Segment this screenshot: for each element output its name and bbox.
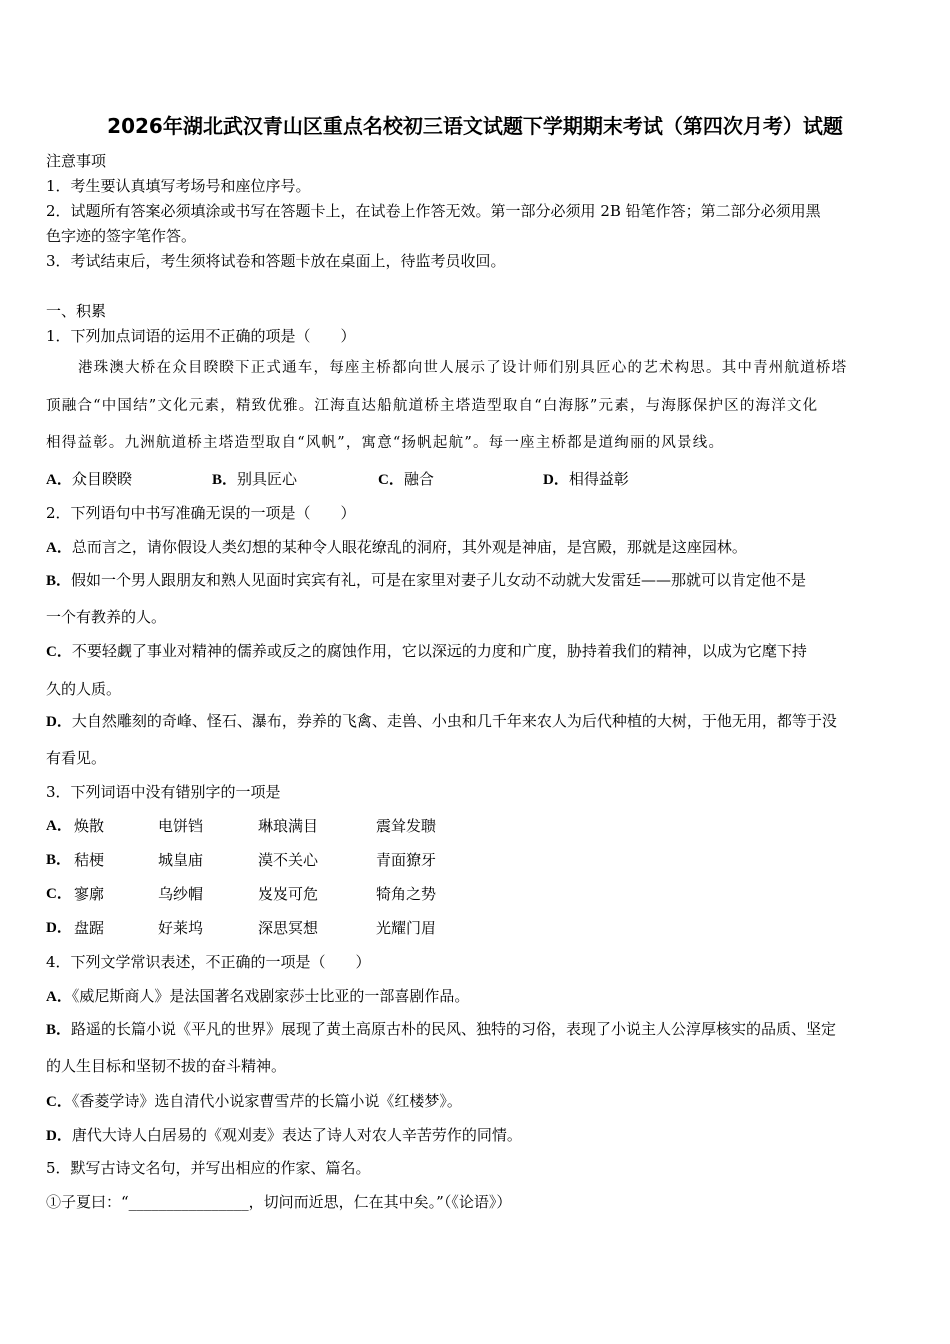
q1-option-d: D．相得益彰 [543,470,629,488]
q3-word: 岌岌可危 [258,885,319,903]
q3-word: 漠不关心 [258,851,319,869]
q3-word: 秸梗 [74,851,105,869]
question-3-stem: 3．下列词语中没有错别字的一项是 [46,783,281,801]
q3-word: 焕散 [74,817,105,835]
q4-option-b: B．路遥的长篇小说《平凡的世界》展现了黄土高原古朴的民风、独特的习俗，表现了小说主人公淳厚核实的品质、坚定 [46,1020,837,1038]
q3-word: 盘踞 [74,919,105,937]
q3-option-key: A． [46,818,72,834]
q3-word: 乌纱帽 [158,885,204,903]
question-5-stem: 5．默写古诗文名句，并写出相应的作家、篇名。 [46,1159,371,1177]
q4-option-b-cont: 的人生目标和坚韧不拔的奋斗精神。 [46,1057,287,1075]
notice-item: 色字迹的签字笔作答。 [46,227,197,245]
q2-option-b-cont: 一个有教养的人。 [46,608,167,626]
page-title: 2026年湖北武汉青山区重点名校初三语文试题下学期期末考试（第四次月考）试题 [107,114,843,138]
q4-option-d: D．唐代大诗人白居易的《观刈麦》表达了诗人对农人辛苦劳作的同情。 [46,1126,522,1144]
q3-word: 寥廓 [74,885,105,903]
q3-option-key: D． [46,920,72,936]
q1-option-b: B．别具匠心 [212,470,298,488]
q3-option-key: C． [46,886,72,902]
q4-option-a: A．《威尼斯商人》是法国著名戏剧家莎士比亚的一部喜剧作品。 [46,987,470,1005]
q2-option-a: A．总而言之，请你假设人类幻想的某种令人眼花缭乱的洞府，其外观是神庙，是宫殿，那就是这座园林。 [46,538,747,556]
question-2-stem: 2．下列语句中书写准确无误的一项是（ ） [46,504,356,522]
q2-option-d: D．大自然雕刻的奇峰、怪石、瀑布，券养的飞禽、走兽、小虫和几千年来农人为后代种植的大树，于他无用，都等于没 [46,712,837,730]
q2-option-c-cont: 久的人质。 [46,680,122,698]
q2-option-b: B．假如一个男人跟朋友和熟人见面时宾宾有礼，可是在家里对妻子儿女动不动就大发雷廷——那就可以肯定他不是 [46,571,807,589]
section-heading: 一、积累 [46,302,107,320]
question-1-stem: 1．下列加点词语的运用不正确的项是（ ） [46,327,356,345]
notice-item: 1．考生要认真填写考场号和座位序号。 [46,177,311,195]
passage-line: 港珠澳大桥在众目睽睽下正式通车，每座主桥都向世人展示了设计师们别具匠心的艺术构思。其中青州航道桥塔 [78,360,848,376]
q3-word: 好莱坞 [158,919,204,937]
passage-line: 顶融合“中国结”文化元素，精致优雅。江海直达船航道桥主塔造型取自“白海豚”元素，与海豚保护区的海洋文化 [46,398,819,414]
q3-word: 电饼铛 [158,817,204,835]
q1-option-a: A．众目睽睽 [46,470,132,488]
q5-item-1: ①子夏曰：“________________，切问而近思，仁在其中矣。”（《论语》） [46,1193,512,1211]
passage-line: 相得益彰。九洲航道桥主塔造型取自“风帆”，寓意“扬帆起航”。每一座主桥都是道绚丽的风景线。 [46,435,725,451]
q3-word: 琳琅满目 [258,817,319,835]
notice-heading: 注意事项 [46,152,107,170]
q1-option-c: C．融合 [378,470,434,488]
notice-item: 2．试题所有答案必须填涂或书写在答题卡上，在试卷上作答无效。第一部分必须用 2B 铅笔作答；第二部分必须用黑 [46,202,821,220]
notice-item: 3．考试结束后，考生须将试卷和答题卡放在桌面上，待监考员收回。 [46,252,506,270]
question-4-stem: 4．下列文学常识表述，不正确的一项是（ ） [46,953,371,971]
q2-option-c: C．不要轻觑了事业对精神的儒养或反之的腐蚀作用，它以深远的力度和广度，胁持着我们的精神，以成为它麾下持 [46,642,807,660]
q3-word: 光耀门眉 [376,919,437,937]
q3-word: 青面獠牙 [376,851,437,869]
q3-word: 城皇庙 [158,851,204,869]
q3-option-key: B． [46,852,72,868]
answer-blank[interactable]: ________________ [128,1193,249,1211]
q3-word: 犄角之势 [376,885,437,903]
q3-word: 深思冥想 [258,919,319,937]
q3-word: 震耸发聩 [376,817,437,835]
q4-option-c: C．《香菱学诗》选自清代小说家曹雪芹的长篇小说《红楼梦》。 [46,1092,462,1110]
q2-option-d-cont: 有看见。 [46,749,107,767]
